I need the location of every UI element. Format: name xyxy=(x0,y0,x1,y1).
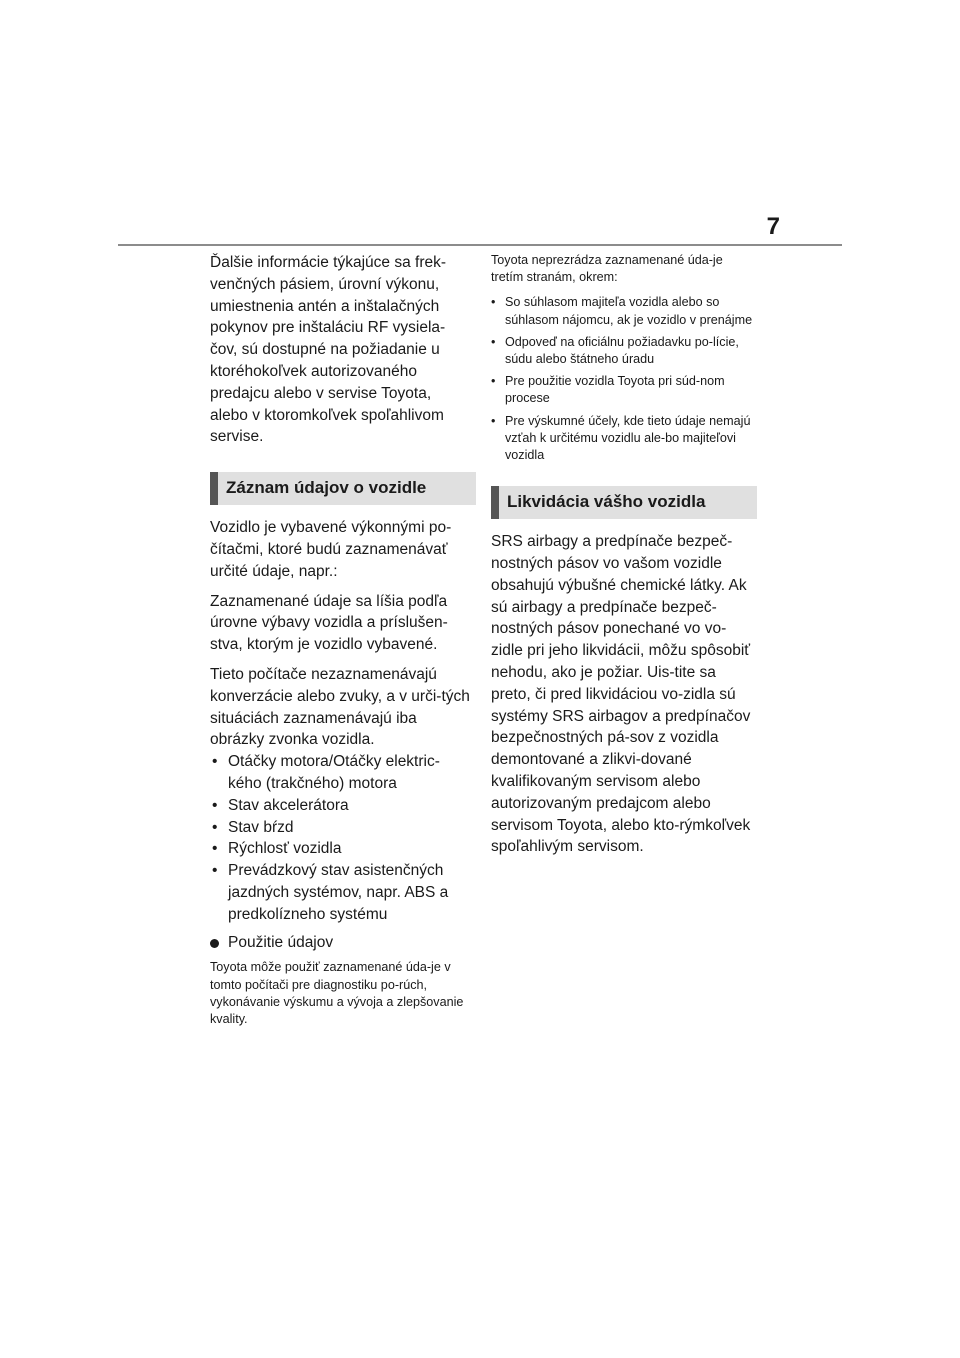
header-rule xyxy=(118,244,842,246)
bullet: • xyxy=(491,413,496,428)
list-item-text: Otáčky motora/Otáčky elektric-kého (trakčného) motora xyxy=(228,753,440,792)
data-paragraph-1: Vozidlo je vybavené výkonnými po-čítačmi, ktoré budú zaznamenávať určité údaje, napr.: xyxy=(210,519,452,580)
list-item-text: Pre použitie vozidla Toyota pri súd-nom procese xyxy=(505,374,725,406)
list-item xyxy=(491,413,753,465)
data-usage-paragraph: Toyota môže použiť zaznamenané úda-je v tomto počítači pre diagnostiku po-rúch, vykonávanie výskumu a vývoja a zlepšovanie kvality. xyxy=(210,960,464,1026)
section-heading-data-recording: Záznam údajov o vozidle xyxy=(210,472,476,505)
filled-circle-icon xyxy=(210,939,219,948)
list-item-text: Prevádzkový stav asistenčných jazdných systémov, napr. ABS a predkolízneho systému xyxy=(228,862,449,923)
list-item-text: Pre výskumné účely, kde tieto údaje nemajú vzťah k určitému vozidlu ale-bo majiteľovi vozidla xyxy=(505,413,751,463)
disposal-paragraph: SRS airbagy a predpínače bezpeč-nostných pásov vo vašom vozidle obsahujú výbušné chemické látky. Ak sú airbagy a predpínače bezpeč-nostných pásov ponechané vo vo-zidle pri jeho likvidácii, môžu spôsobiť nehodu, ako je požiar. Uis-tite sa preto, či pred likvidáciou vo-zidla sú systémy SRS airbagov a predpínačov bezpečnostných pá-sov z vozidla demontované a zlikvi-dované kvalifikovaným servisom alebo autorizovaným predajcom alebo servisom Toyota, alebo kto-rýmkoľvek spoľahlivým servisom. xyxy=(491,533,751,856)
list-item-text: Rýchlosť vozidla xyxy=(228,840,342,858)
list-item xyxy=(210,817,472,839)
data-paragraph-2: Zaznamenané údaje sa líšia podľa úrovne výbavy vozidla a príslušen-stva, ktorým je vozidlo vybavené. xyxy=(210,592,448,654)
subheading-text: Použitie údajov xyxy=(228,933,334,951)
disclosure-exceptions-list xyxy=(491,294,753,464)
bullet: • xyxy=(491,295,496,310)
bullet: • xyxy=(212,862,218,880)
list-item xyxy=(210,860,472,925)
list-item xyxy=(491,294,753,328)
left-column xyxy=(210,252,472,1034)
recorded-data-list xyxy=(210,751,472,925)
bullet: • xyxy=(212,818,218,836)
data-paragraph-3: Tieto počítače nezaznamenávajú konverzácie alebo zvuky, a v urči-tých situáciách zaznamenávajú iba obrázky zvonka vozidla. xyxy=(210,665,470,749)
right-column xyxy=(491,252,753,866)
subheading-data-usage xyxy=(210,932,472,954)
list-item xyxy=(210,838,472,860)
bullet: • xyxy=(212,753,218,771)
intro-paragraph: Ďalšie informácie týkajúce sa frek-venčných pásiem, úrovní výkonu, umiestnenia antén a inštalačných pokynov pre inštaláciu RF vysiela-čov, sú dostupné na požiadanie u ktoréhokoľvek autorizovaného predajcu alebo v servise Toyota, alebo v ktoromkoľvek spoľahlivom servise. xyxy=(210,254,447,446)
list-item xyxy=(491,373,753,407)
list-item-text: Stav akcelerátora xyxy=(228,796,349,814)
list-item xyxy=(210,751,472,795)
bullet: • xyxy=(212,796,218,814)
bullet: • xyxy=(491,374,496,389)
bullet: • xyxy=(491,334,496,349)
section-heading-vehicle-disposal: Likvidácia vášho vozidla xyxy=(491,486,757,519)
list-item xyxy=(210,795,472,817)
list-item-text: Stav bŕzd xyxy=(228,818,294,836)
page-number: 7 xyxy=(766,213,780,240)
list-item-text: Odpoveď na oficiálnu požiadavku po-lície, súdu alebo štátneho úradu xyxy=(505,334,739,367)
bullet: • xyxy=(212,840,218,858)
list-item xyxy=(491,334,753,368)
disclosure-intro: Toyota neprezrádza zaznamenané úda-je tretím stranám, okrem: xyxy=(491,253,723,285)
list-item-text: So súhlasom majiteľa vozidla alebo so súhlasom nájomcu, ak je vozidlo v prenájme xyxy=(505,295,753,327)
